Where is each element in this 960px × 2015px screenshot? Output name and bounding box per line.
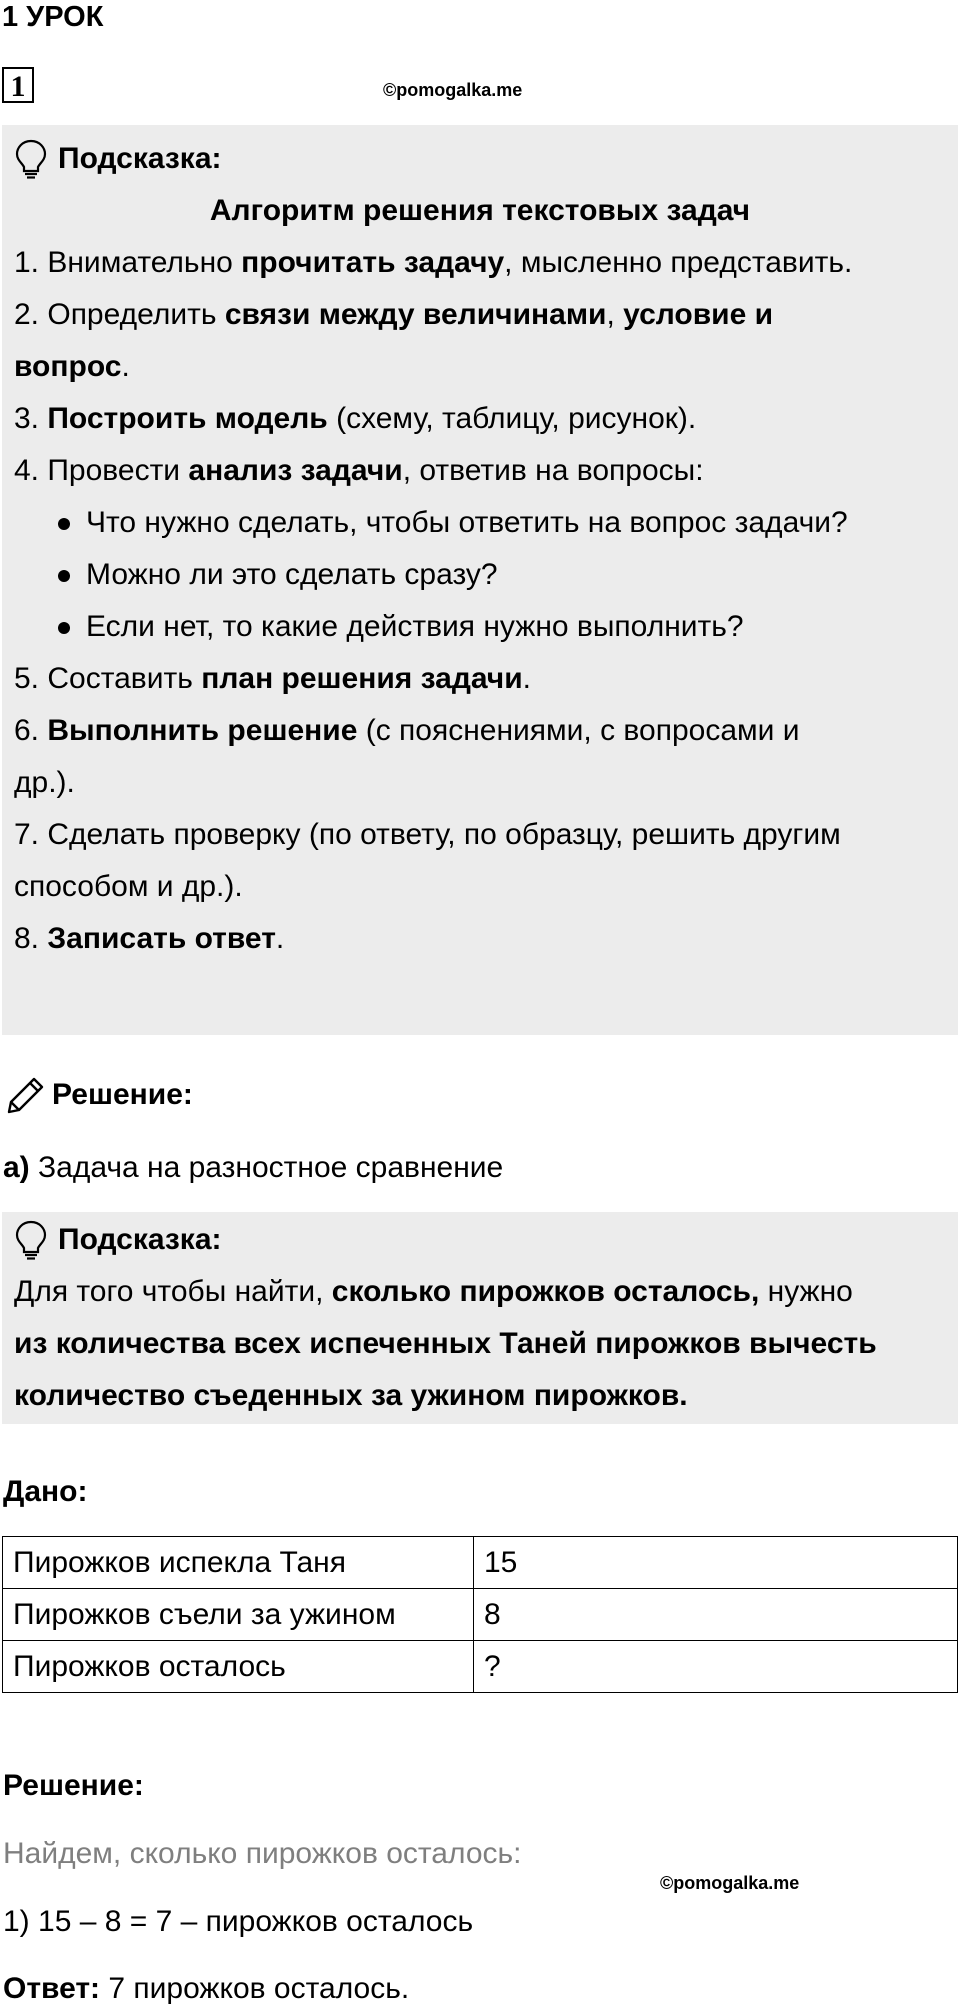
hint-label: Подсказка: <box>58 1223 222 1256</box>
part-a: а) Задача на разностное сравнение <box>3 1151 504 1184</box>
algorithm-title: Алгоритм решения текстовых задач <box>209 194 751 227</box>
solution-section-label: Решение: <box>3 1769 144 1802</box>
step-1: 1. Внимательно прочитать задачу, мысленно представить. <box>14 246 853 279</box>
table-row <box>3 1641 958 1693</box>
step-2: 2. Определить связи между величинами, условие и вопрос. <box>14 298 774 383</box>
solution-intro: Найдем, сколько пирожков осталось: <box>3 1837 522 1870</box>
solution-heading <box>6 1075 193 1115</box>
step-8: 8. Записать ответ. <box>14 922 285 955</box>
hint-header <box>14 1214 946 1266</box>
hint-box-subtraction <box>2 1212 958 1424</box>
step-6: 6. Выполнить решение (с пояснениями, с вопросами и др.). <box>14 714 800 799</box>
step-5: 5. Составить план решения задачи. <box>14 662 532 695</box>
hint-header <box>14 133 958 185</box>
table-row <box>3 1589 958 1641</box>
hint-text-line: количество съеденных за ужином пирожков. <box>14 1379 688 1412</box>
step-4: 4. Провести анализ задачи, ответив на вопросы: <box>14 454 704 487</box>
analysis-questions <box>14 497 946 653</box>
table-cell: 8 <box>474 1589 958 1641</box>
given-label: Дано: <box>3 1475 88 1508</box>
solution-label: Решение: <box>52 1078 193 1111</box>
task-number: 1 <box>2 67 34 103</box>
watermark: ©pomogalka.me <box>660 1873 800 1893</box>
pencil-icon <box>6 1075 46 1115</box>
hint-text-line: из количества всех испеченных Таней пирожков вычесть <box>14 1327 877 1360</box>
lightbulb-icon <box>14 138 48 180</box>
lesson-title: 1 УРОК <box>2 1 104 33</box>
list-item: Можно ли это сделать сразу? <box>14 549 946 601</box>
step-7: 7. Сделать проверку (по ответу, по образцу, решить другим способом и др.). <box>14 818 841 903</box>
lightbulb-icon <box>14 1219 48 1261</box>
given-table <box>2 1536 958 1693</box>
table-cell: Пирожков испекла Таня <box>3 1537 474 1589</box>
step-3: 3. Построить модель (схему, таблицу, рисунок). <box>14 402 697 435</box>
list-item: Если нет, то какие действия нужно выполнить? <box>14 601 946 653</box>
table-cell: 15 <box>474 1537 958 1589</box>
table-cell: Пирожков осталось <box>3 1641 474 1693</box>
list-item: Что нужно сделать, чтобы ответить на вопрос задачи? <box>14 497 946 549</box>
table-cell: Пирожков съели за ужином <box>3 1589 474 1641</box>
hint-text-line: Для того чтобы найти, сколько пирожков осталось, нужно <box>14 1275 853 1308</box>
table-cell: ? <box>474 1641 958 1693</box>
answer-line: Ответ: 7 пирожков осталось. <box>3 1972 410 2005</box>
hint-box-algorithm <box>2 125 958 1035</box>
hint-label: Подсказка: <box>58 142 222 175</box>
solution-step-1: 1) 15 – 8 = 7 – пирожков осталось <box>3 1905 474 1938</box>
table-row <box>3 1537 958 1589</box>
watermark: ©pomogalka.me <box>383 80 523 100</box>
